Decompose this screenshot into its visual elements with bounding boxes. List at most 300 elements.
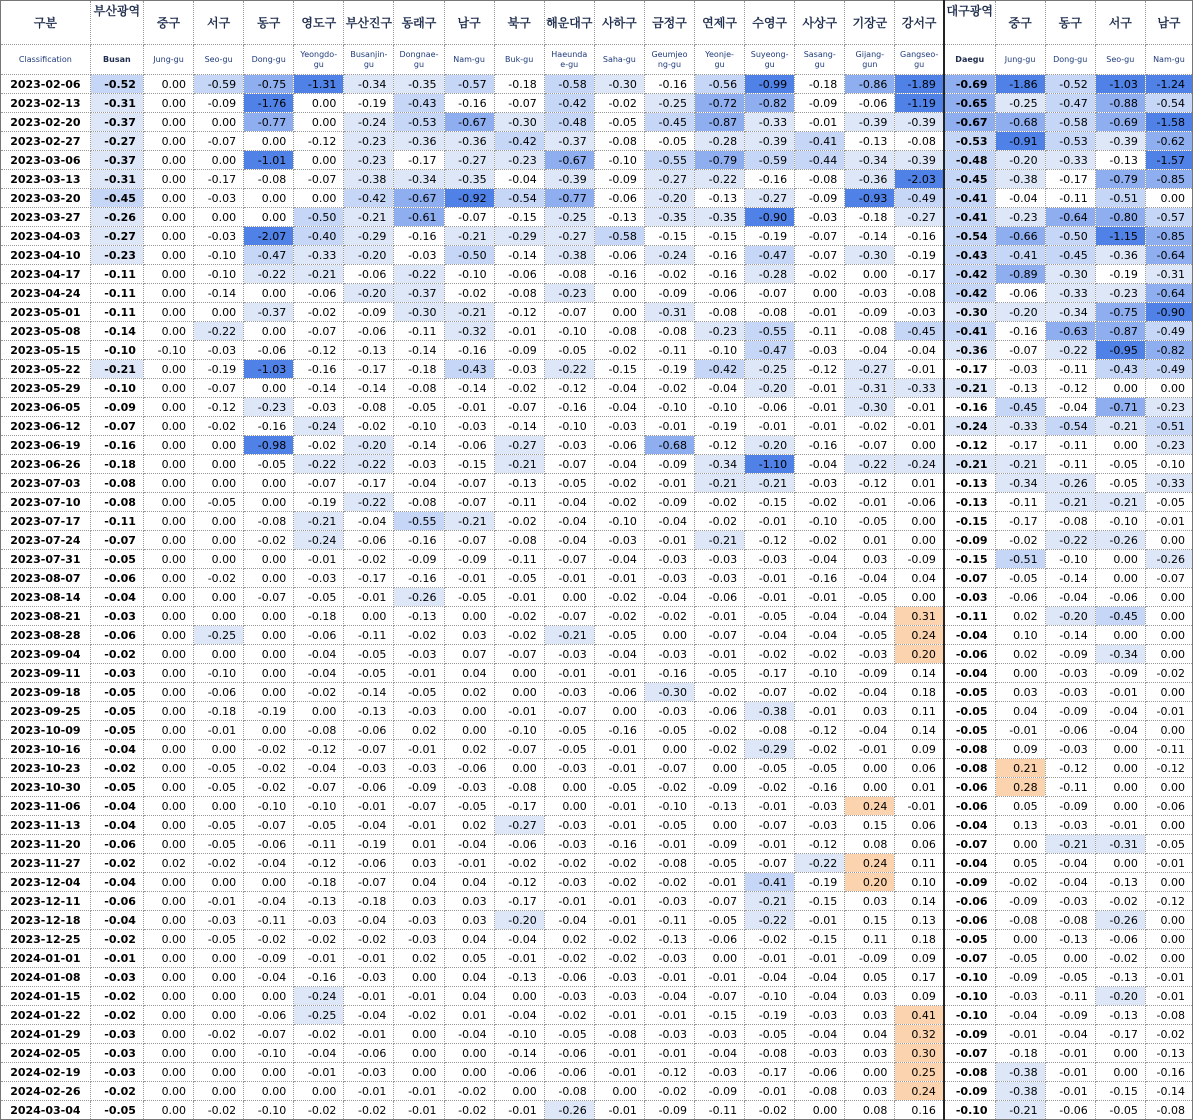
row-date: 2023-12-04 <box>1 873 91 892</box>
cell-nam-gu: -0.57 <box>1145 208 1192 227</box>
cell-dongnae-gu: -0.03 <box>394 930 444 949</box>
cell-nam-gu: -1.57 <box>1145 151 1192 170</box>
cell-yeonje-gu: -0.13 <box>695 189 745 208</box>
cell-daegu: -0.41 <box>944 208 995 227</box>
cell-nam-gu: -0.01 <box>1145 968 1192 987</box>
cell-daegu: -0.67 <box>944 113 995 132</box>
cell-dong-gu: -0.45 <box>1045 246 1095 265</box>
cell-busanjin-gu: -0.07 <box>344 740 394 759</box>
cell-busan: -0.01 <box>90 949 143 968</box>
cell-saha-gu: -0.16 <box>594 265 644 284</box>
cell-seo-gu: 0.00 <box>194 512 244 531</box>
header-gangseo-gu-kr: 강서구 <box>895 1 944 45</box>
cell-busanjin-gu: 0.00 <box>344 607 394 626</box>
cell-dong-gu: -0.03 <box>1045 816 1095 835</box>
cell-seo-gu: -0.13 <box>1095 873 1145 892</box>
cell-gangseo-gu: -1.89 <box>895 75 944 94</box>
cell-saha-gu: -0.03 <box>594 987 644 1006</box>
cell-yeonje-gu: -0.11 <box>695 1101 745 1120</box>
cell-sasang-gu: -0.44 <box>795 151 845 170</box>
cell-nam-gu: 0.00 <box>1145 607 1192 626</box>
cell-sasang-gu: -0.04 <box>795 987 845 1006</box>
cell-dongnae-gu: 0.00 <box>394 1063 444 1082</box>
cell-nam-gu: -0.85 <box>1145 227 1192 246</box>
cell-dongnae-gu: -0.03 <box>394 246 444 265</box>
cell-nam-gu: -0.50 <box>444 246 494 265</box>
cell-gangseo-gu: -0.06 <box>895 493 944 512</box>
cell-busan: -0.31 <box>90 170 143 189</box>
cell-busan: -0.14 <box>90 322 143 341</box>
cell-gijang-gun: -0.36 <box>845 170 895 189</box>
cell-nam-gu: -0.01 <box>1145 854 1192 873</box>
cell-yeonje-gu: -0.01 <box>695 968 745 987</box>
cell-dong-gu: -0.13 <box>1045 930 1095 949</box>
cell-daegu: -0.04 <box>944 626 995 645</box>
cell-yeonje-gu: -0.56 <box>695 75 745 94</box>
cell-busan: -0.02 <box>90 987 143 1006</box>
header-gijang-gun-en: Gijang- gun <box>845 45 895 75</box>
cell-daegu: -0.06 <box>944 911 995 930</box>
cell-gangseo-gu: 0.14 <box>895 664 944 683</box>
cell-busan: -0.05 <box>90 702 143 721</box>
cell-busan: -0.27 <box>90 227 143 246</box>
cell-nam-gu: -0.64 <box>1145 284 1192 303</box>
cell-jung-gu: 0.00 <box>143 398 193 417</box>
cell-yeonje-gu: -0.02 <box>695 493 745 512</box>
cell-seo-gu: -0.12 <box>194 398 244 417</box>
cell-yeongdo-gu: -0.07 <box>294 170 344 189</box>
cell-jung-gu: -0.25 <box>995 94 1045 113</box>
cell-gangseo-gu: 0.31 <box>895 607 944 626</box>
cell-seo-gu: -0.05 <box>194 778 244 797</box>
cell-haeundae-gu: -0.25 <box>544 208 594 227</box>
cell-suyeong-gu: -1.10 <box>745 455 795 474</box>
cell-busan: -0.10 <box>90 379 143 398</box>
table-row <box>1 740 1193 759</box>
cell-jung-gu: 0.00 <box>143 113 193 132</box>
cell-busanjin-gu: -0.06 <box>344 721 394 740</box>
cell-seo-gu: -0.02 <box>194 854 244 873</box>
cell-jung-gu: -0.45 <box>995 398 1045 417</box>
cell-yeonje-gu: -0.28 <box>695 132 745 151</box>
row-date: 2023-12-25 <box>1 930 91 949</box>
cell-haeundae-gu: -0.27 <box>544 227 594 246</box>
cell-haeundae-gu: -0.08 <box>544 1082 594 1101</box>
cell-dong-gu: -0.01 <box>1045 1044 1095 1063</box>
cell-yeonje-gu: -0.23 <box>695 322 745 341</box>
cell-seo-gu: -0.02 <box>1095 892 1145 911</box>
cell-busanjin-gu: -0.20 <box>344 436 394 455</box>
cell-jung-gu: 0.00 <box>143 797 193 816</box>
cell-sasang-gu: -0.08 <box>795 1082 845 1101</box>
cell-nam-gu: -0.32 <box>444 322 494 341</box>
cell-suyeong-gu: -0.19 <box>745 1006 795 1025</box>
cell-haeundae-gu: -0.06 <box>544 1063 594 1082</box>
header-dong-gu-en: Dong-gu <box>244 45 294 75</box>
cell-dongnae-gu: -0.08 <box>394 379 444 398</box>
cell-dong-gu: -0.07 <box>244 1025 294 1044</box>
row-date: 2023-11-13 <box>1 816 91 835</box>
cell-haeundae-gu: 0.00 <box>544 778 594 797</box>
cell-yeonje-gu: -0.19 <box>695 417 745 436</box>
header-row-korean <box>1 1 1193 45</box>
cell-saha-gu: -0.02 <box>594 930 644 949</box>
cell-nam-gu: 0.04 <box>444 930 494 949</box>
cell-yeonje-gu: -0.01 <box>695 873 745 892</box>
cell-haeundae-gu: -0.37 <box>544 132 594 151</box>
cell-gijang-gun: 0.01 <box>845 531 895 550</box>
cell-jung-gu: 0.00 <box>143 208 193 227</box>
cell-buk-gu: -0.10 <box>494 1025 544 1044</box>
cell-saha-gu: -0.03 <box>594 417 644 436</box>
cell-busan: -0.03 <box>90 607 143 626</box>
cell-dongnae-gu: -0.67 <box>394 189 444 208</box>
header-dongnae-gu-en: Dongnae- gu <box>394 45 444 75</box>
cell-busan: -0.02 <box>90 645 143 664</box>
cell-gijang-gun: -0.05 <box>845 588 895 607</box>
cell-daegu: -0.13 <box>944 474 995 493</box>
cell-dong-gu: -0.47 <box>1045 94 1095 113</box>
cell-yeongdo-gu: -0.02 <box>294 1025 344 1044</box>
cell-nam-gu: 0.02 <box>444 683 494 702</box>
cell-jung-gu: -0.38 <box>995 1063 1045 1082</box>
cell-yeonje-gu: -0.01 <box>695 607 745 626</box>
table-row <box>1 265 1193 284</box>
cell-jung-gu: -0.66 <box>995 227 1045 246</box>
cell-seo-gu: -0.95 <box>1095 341 1145 360</box>
cell-jung-gu: 0.04 <box>995 702 1045 721</box>
cell-daegu: -0.43 <box>944 246 995 265</box>
cell-busanjin-gu: -0.04 <box>344 512 394 531</box>
cell-gijang-gun: -0.93 <box>845 189 895 208</box>
row-date: 2023-10-09 <box>1 721 91 740</box>
cell-jung-gu: -0.41 <box>995 246 1045 265</box>
cell-dongnae-gu: 0.02 <box>394 721 444 740</box>
cell-gangseo-gu: 0.32 <box>895 1025 944 1044</box>
cell-dongnae-gu: -0.14 <box>394 436 444 455</box>
header-seo-gu-kr: 서구 <box>1095 1 1145 45</box>
cell-nam-gu: 0.04 <box>444 664 494 683</box>
header-dong-gu-kr: 동구 <box>244 1 294 45</box>
cell-jung-gu: -0.03 <box>995 987 1045 1006</box>
cell-seo-gu: 0.00 <box>194 550 244 569</box>
header-haeundae-gu-en: Haeunda e-gu <box>544 45 594 75</box>
cell-nam-gu: -0.02 <box>444 1101 494 1120</box>
cell-busan: -0.05 <box>90 1101 143 1120</box>
cell-busanjin-gu: -0.06 <box>344 854 394 873</box>
cell-busanjin-gu: -0.01 <box>344 949 394 968</box>
cell-gijang-gun: 0.24 <box>845 797 895 816</box>
cell-jung-gu: -0.11 <box>995 493 1045 512</box>
cell-gijang-gun: 0.03 <box>845 1044 895 1063</box>
cell-geumjeong-gu: -0.02 <box>644 379 694 398</box>
cell-dong-gu: -1.01 <box>244 151 294 170</box>
cell-nam-gu: -0.35 <box>444 170 494 189</box>
table-row <box>1 778 1193 797</box>
cell-geumjeong-gu: -0.15 <box>644 227 694 246</box>
table-row <box>1 189 1193 208</box>
cell-nam-gu: -0.07 <box>444 531 494 550</box>
cell-yeongdo-gu: -0.19 <box>294 493 344 512</box>
cell-jung-gu: 0.00 <box>143 588 193 607</box>
cell-sasang-gu: -0.04 <box>795 968 845 987</box>
cell-dong-gu: -0.22 <box>1045 531 1095 550</box>
cell-busan: -0.45 <box>90 189 143 208</box>
cell-jung-gu: 0.00 <box>143 1101 193 1120</box>
cell-jung-gu: 0.00 <box>143 968 193 987</box>
cell-jung-gu: 0.00 <box>143 740 193 759</box>
header-suyeong-gu-kr: 수영구 <box>745 1 795 45</box>
cell-haeundae-gu: -0.05 <box>544 721 594 740</box>
cell-dongnae-gu: -0.01 <box>394 1082 444 1101</box>
cell-gijang-gun: 0.00 <box>845 759 895 778</box>
cell-seo-gu: -0.02 <box>1095 949 1145 968</box>
cell-geumjeong-gu: -0.27 <box>644 170 694 189</box>
cell-gangseo-gu: 0.09 <box>895 740 944 759</box>
cell-yeonje-gu: -0.08 <box>695 303 745 322</box>
cell-sasang-gu: -0.15 <box>795 892 845 911</box>
cell-daegu: -0.06 <box>944 778 995 797</box>
cell-dong-gu: -0.12 <box>1045 379 1095 398</box>
cell-jung-gu: 0.00 <box>143 778 193 797</box>
cell-yeonje-gu: -0.09 <box>695 778 745 797</box>
cell-dong-gu: -0.58 <box>1045 113 1095 132</box>
cell-jung-gu: 0.00 <box>143 379 193 398</box>
cell-buk-gu: -0.01 <box>494 588 544 607</box>
cell-gijang-gun: -0.04 <box>845 683 895 702</box>
table-row <box>1 94 1193 113</box>
cell-nam-gu: -0.21 <box>444 512 494 531</box>
cell-gangseo-gu: 0.04 <box>895 569 944 588</box>
cell-gijang-gun: -0.08 <box>845 322 895 341</box>
cell-geumjeong-gu: -0.02 <box>644 873 694 892</box>
cell-seo-gu: 0.00 <box>1095 759 1145 778</box>
cell-geumjeong-gu: -0.02 <box>644 1082 694 1101</box>
cell-haeundae-gu: -0.04 <box>544 512 594 531</box>
cell-busanjin-gu: -0.06 <box>344 322 394 341</box>
cell-saha-gu: -0.06 <box>594 683 644 702</box>
cell-nam-gu: -0.05 <box>1145 835 1192 854</box>
cell-nam-gu: 0.00 <box>1145 816 1192 835</box>
row-date: 2023-02-20 <box>1 113 91 132</box>
cell-sasang-gu: -0.07 <box>795 246 845 265</box>
cell-jung-gu: 0.00 <box>143 132 193 151</box>
cell-busan: -0.06 <box>90 835 143 854</box>
cell-geumjeong-gu: -0.01 <box>644 968 694 987</box>
cell-suyeong-gu: -0.04 <box>745 968 795 987</box>
cell-saha-gu: -0.01 <box>594 1101 644 1120</box>
cell-gijang-gun: 0.04 <box>845 1025 895 1044</box>
table-row <box>1 379 1193 398</box>
cell-busanjin-gu: -0.09 <box>344 303 394 322</box>
cell-yeonje-gu: -0.06 <box>695 284 745 303</box>
header-classification-kr: 구분 <box>1 1 91 45</box>
header-classification-en: Classification <box>1 45 91 75</box>
cell-saha-gu: -0.02 <box>594 474 644 493</box>
cell-seo-gu: -0.07 <box>194 379 244 398</box>
cell-dong-gu: -0.12 <box>1045 759 1095 778</box>
row-date: 2024-02-05 <box>1 1044 91 1063</box>
cell-seo-gu: -0.05 <box>194 835 244 854</box>
row-date: 2023-10-16 <box>1 740 91 759</box>
cell-sasang-gu: -0.02 <box>795 645 845 664</box>
cell-daegu: -0.07 <box>944 569 995 588</box>
cell-gangseo-gu: 0.00 <box>895 512 944 531</box>
table-row <box>1 398 1193 417</box>
cell-buk-gu: -0.02 <box>494 379 544 398</box>
cell-gangseo-gu: -0.01 <box>895 360 944 379</box>
cell-seo-gu: -0.69 <box>1095 113 1145 132</box>
cell-busan: -0.21 <box>90 360 143 379</box>
cell-saha-gu: -0.01 <box>594 740 644 759</box>
cell-haeundae-gu: -0.05 <box>544 1025 594 1044</box>
cell-busanjin-gu: -0.02 <box>344 1101 394 1120</box>
table-row <box>1 911 1193 930</box>
cell-jung-gu: 0.00 <box>143 987 193 1006</box>
row-date: 2024-01-22 <box>1 1006 91 1025</box>
cell-buk-gu: -0.07 <box>494 94 544 113</box>
table-row <box>1 930 1193 949</box>
cell-gijang-gun: -0.30 <box>845 398 895 417</box>
cell-dong-gu: -0.06 <box>244 835 294 854</box>
cell-yeonje-gu: -0.04 <box>695 379 745 398</box>
cell-gijang-gun: 0.00 <box>845 1063 895 1082</box>
cell-jung-gu: 0.00 <box>143 1006 193 1025</box>
cell-nam-gu: -0.11 <box>1145 740 1192 759</box>
cell-dong-gu: -0.02 <box>244 759 294 778</box>
cell-gijang-gun: -0.03 <box>845 645 895 664</box>
cell-suyeong-gu: -0.20 <box>745 379 795 398</box>
cell-busanjin-gu: -0.01 <box>344 1025 394 1044</box>
header-yeonje-gu-kr: 연제구 <box>695 1 745 45</box>
cell-dong-gu: -0.14 <box>1045 569 1095 588</box>
cell-dongnae-gu: -0.01 <box>394 664 444 683</box>
header-geumjeong-gu-kr: 금정구 <box>644 1 694 45</box>
cell-sasang-gu: -0.01 <box>795 702 845 721</box>
table-row <box>1 512 1193 531</box>
row-date: 2023-06-05 <box>1 398 91 417</box>
cell-geumjeong-gu: -0.55 <box>644 151 694 170</box>
cell-buk-gu: 0.00 <box>494 683 544 702</box>
cell-seo-gu: -0.71 <box>1095 398 1145 417</box>
cell-dong-gu: -0.09 <box>1045 702 1095 721</box>
cell-gijang-gun: -0.04 <box>845 607 895 626</box>
cell-dongnae-gu: -0.05 <box>394 683 444 702</box>
cell-daegu: -0.10 <box>944 1101 995 1120</box>
cell-geumjeong-gu: -0.07 <box>644 759 694 778</box>
cell-dong-gu: 0.00 <box>244 493 294 512</box>
cell-dong-gu: -0.22 <box>1045 341 1095 360</box>
cell-yeonje-gu: -0.02 <box>695 740 745 759</box>
cell-daegu: -0.10 <box>944 968 995 987</box>
cell-yeongdo-gu: -0.16 <box>294 968 344 987</box>
cell-sasang-gu: -0.02 <box>795 740 845 759</box>
cell-daegu: -0.42 <box>944 265 995 284</box>
cell-jung-gu: -0.17 <box>995 436 1045 455</box>
cell-sasang-gu: -0.19 <box>795 873 845 892</box>
cell-sasang-gu: -0.03 <box>795 797 845 816</box>
cell-jung-gu: -0.04 <box>995 189 1045 208</box>
cell-nam-gu: 0.03 <box>444 911 494 930</box>
cell-daegu: -0.07 <box>944 949 995 968</box>
cell-nam-gu: 0.00 <box>444 1044 494 1063</box>
cell-saha-gu: -0.01 <box>594 911 644 930</box>
cell-dongnae-gu: -0.26 <box>394 588 444 607</box>
cell-jung-gu: 0.00 <box>995 930 1045 949</box>
cell-yeonje-gu: -0.03 <box>695 1063 745 1082</box>
cell-gangseo-gu: -1.19 <box>895 94 944 113</box>
cell-nam-gu: 0.00 <box>444 1063 494 1082</box>
cell-jung-gu: 0.00 <box>143 246 193 265</box>
cell-dong-gu: 0.00 <box>244 132 294 151</box>
cell-yeonje-gu: -0.05 <box>695 854 745 873</box>
row-date: 2023-07-03 <box>1 474 91 493</box>
cell-busanjin-gu: -0.01 <box>344 1082 394 1101</box>
cell-seo-gu: 0.00 <box>1095 379 1145 398</box>
table-row <box>1 1101 1193 1120</box>
cell-sasang-gu: -0.22 <box>795 854 845 873</box>
cell-geumjeong-gu: -0.04 <box>644 987 694 1006</box>
cell-sasang-gu: -0.04 <box>795 607 845 626</box>
cell-sasang-gu: -0.02 <box>795 265 845 284</box>
cell-yeongdo-gu: -0.07 <box>294 778 344 797</box>
row-date: 2023-04-24 <box>1 284 91 303</box>
cell-suyeong-gu: -0.33 <box>745 113 795 132</box>
cell-seo-gu: -0.01 <box>194 721 244 740</box>
cell-daegu: -0.07 <box>944 1044 995 1063</box>
cell-sasang-gu: -0.07 <box>795 227 845 246</box>
cell-haeundae-gu: -0.03 <box>544 645 594 664</box>
cell-haeundae-gu: -0.23 <box>544 284 594 303</box>
table-row <box>1 1082 1193 1101</box>
cell-gijang-gun: -0.09 <box>845 303 895 322</box>
cell-geumjeong-gu: -0.25 <box>644 94 694 113</box>
cell-busan: -0.07 <box>90 417 143 436</box>
cell-gijang-gun: -0.30 <box>845 246 895 265</box>
cell-dong-gu: 0.00 <box>244 721 294 740</box>
cell-saha-gu: -0.15 <box>594 360 644 379</box>
cell-jung-gu: 0.00 <box>143 569 193 588</box>
cell-haeundae-gu: -0.38 <box>544 246 594 265</box>
cell-seo-gu: -0.04 <box>1095 702 1145 721</box>
cell-gijang-gun: 0.00 <box>845 265 895 284</box>
cell-nam-gu: -0.10 <box>444 265 494 284</box>
cell-gangseo-gu: 0.24 <box>895 1082 944 1101</box>
cell-suyeong-gu: -0.17 <box>745 664 795 683</box>
cell-geumjeong-gu: -0.30 <box>644 683 694 702</box>
cell-dongnae-gu: -0.05 <box>394 398 444 417</box>
cell-buk-gu: -0.13 <box>494 474 544 493</box>
cell-gijang-gun: -0.27 <box>845 360 895 379</box>
cell-busan: -0.10 <box>90 341 143 360</box>
cell-seo-gu: 0.00 <box>1095 569 1145 588</box>
cell-saha-gu: -0.01 <box>594 1044 644 1063</box>
cell-seo-gu: 0.00 <box>1095 436 1145 455</box>
cell-nam-gu: -0.01 <box>1145 702 1192 721</box>
cell-daegu: -0.10 <box>944 987 995 1006</box>
cell-saha-gu: -0.04 <box>594 455 644 474</box>
cell-saha-gu: -0.05 <box>594 113 644 132</box>
cell-dong-gu: -0.33 <box>1045 151 1095 170</box>
row-date: 2023-10-30 <box>1 778 91 797</box>
cell-saha-gu: 0.00 <box>594 303 644 322</box>
cell-nam-gu: -0.16 <box>444 341 494 360</box>
cell-buk-gu: 0.00 <box>494 987 544 1006</box>
cell-seo-gu: -0.36 <box>1095 246 1145 265</box>
cell-seo-gu: 0.00 <box>194 968 244 987</box>
cell-seo-gu: -0.18 <box>194 702 244 721</box>
cell-haeundae-gu: -0.05 <box>544 474 594 493</box>
